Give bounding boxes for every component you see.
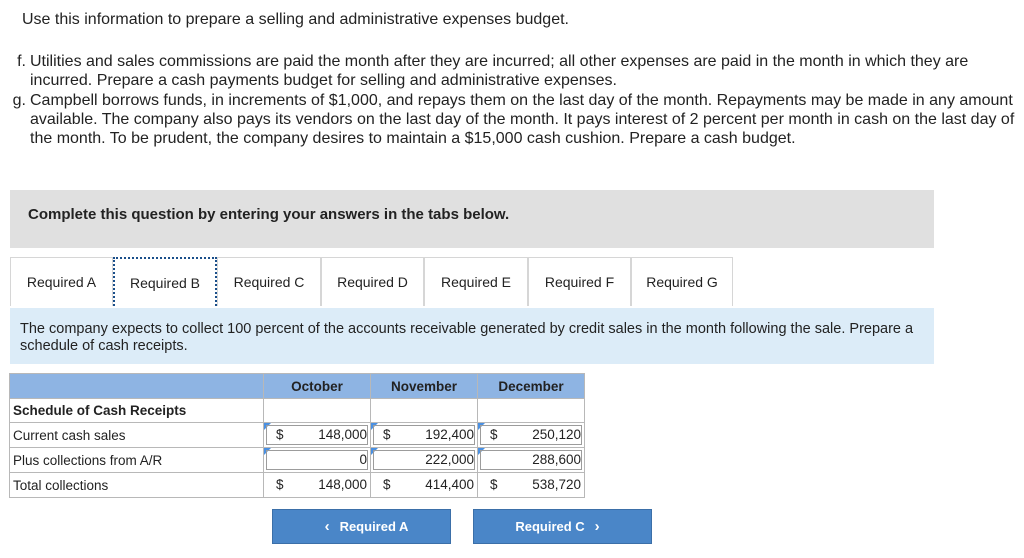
previous-label: Required A <box>339 519 409 534</box>
amount-input[interactable] <box>371 423 477 447</box>
amount-value: 250,120 <box>532 427 581 442</box>
row-label: Total collections <box>10 473 264 498</box>
cash-receipts-table <box>9 373 585 498</box>
amount-value: 0 <box>359 452 367 467</box>
next-label: Required C <box>515 519 585 534</box>
amount-value: 148,000 <box>318 477 367 492</box>
dollar-sign: $ <box>383 427 391 442</box>
dollar-sign: $ <box>490 477 498 492</box>
item-letter: g. <box>12 92 26 109</box>
header-december: December <box>478 374 585 399</box>
dollar-sign: $ <box>276 477 284 492</box>
amount-value: 288,600 <box>532 452 581 467</box>
intro-text: Use this information to prepare a selling and administrative expenses budget. <box>22 11 569 28</box>
row-label: Current cash sales <box>10 423 264 448</box>
amount-value: 414,400 <box>425 477 474 492</box>
tab-required-d[interactable]: Required D <box>321 257 424 306</box>
amount-input[interactable] <box>478 448 584 472</box>
header-october: October <box>264 374 371 399</box>
empty-cell <box>478 399 585 423</box>
row-label: Plus collections from A/R <box>10 448 264 473</box>
instructions-text: The company expects to collect 100 percent of the accounts receivable generated by credit sales in the month following the sale. Prepare a schedule of cash receipts. <box>20 321 914 354</box>
tab-required-e[interactable]: Required E <box>424 257 528 306</box>
empty-cell <box>371 399 478 423</box>
item-text: Utilities and sales commissions are paid the month after they are incurred; all other expenses are paid in the month in which they are incurred. Prepare a cash payments budget for selling and administrative expenses. <box>30 53 969 89</box>
next-button[interactable] <box>473 509 652 544</box>
amount-input[interactable] <box>264 448 370 472</box>
table-header-row <box>10 374 585 399</box>
item-text: Campbell borrows funds, in increments of $1,000, and repays them on the last day of the month. Repayments may be made in any amount available. The company also pays its vendors on the last day of the month. It pays interest of 2 percent per month in cash on the last day of the month. To be prudent, the company desires to maintain a $15,000 cash cushion. Prepare a cash budget. <box>30 92 1015 147</box>
empty-cell <box>264 399 371 423</box>
dollar-sign: $ <box>490 427 498 442</box>
header-november: November <box>371 374 478 399</box>
total-cell <box>264 473 370 497</box>
tab-required-a[interactable]: Required A <box>10 257 113 306</box>
item-f <box>6 52 1018 90</box>
total-cell <box>371 473 477 497</box>
item-g <box>6 91 1018 148</box>
header-blank <box>10 374 264 399</box>
table-row <box>10 448 585 473</box>
amount-value: 222,000 <box>425 452 474 467</box>
table-row <box>10 473 585 498</box>
dollar-sign: $ <box>276 427 284 442</box>
tab-bar <box>10 257 733 308</box>
amount-value: 148,000 <box>318 427 367 442</box>
instructions-banner <box>10 190 934 248</box>
tab-required-b[interactable]: Required B <box>113 257 217 306</box>
item-letter: f. <box>17 53 26 70</box>
amount-value: 538,720 <box>532 477 581 492</box>
tab-required-c[interactable]: Required C <box>217 257 321 306</box>
dollar-sign: $ <box>383 477 391 492</box>
amount-value: 192,400 <box>425 427 474 442</box>
previous-button[interactable] <box>272 509 451 544</box>
amount-input[interactable] <box>371 448 477 472</box>
chevron-right-icon: › <box>594 518 600 535</box>
amount-input[interactable] <box>264 423 370 447</box>
question-instructions <box>10 308 934 364</box>
banner-text: Complete this question by entering your answers in the tabs below. <box>28 206 510 223</box>
amount-input[interactable] <box>478 423 584 447</box>
tab-required-f[interactable]: Required F <box>528 257 631 306</box>
tab-required-g[interactable]: Required G <box>631 257 733 306</box>
table-row <box>10 423 585 448</box>
schedule-title: Schedule of Cash Receipts <box>10 399 264 423</box>
total-cell <box>478 473 584 497</box>
chevron-left-icon: ‹ <box>324 518 330 535</box>
table-title-row <box>10 399 585 423</box>
